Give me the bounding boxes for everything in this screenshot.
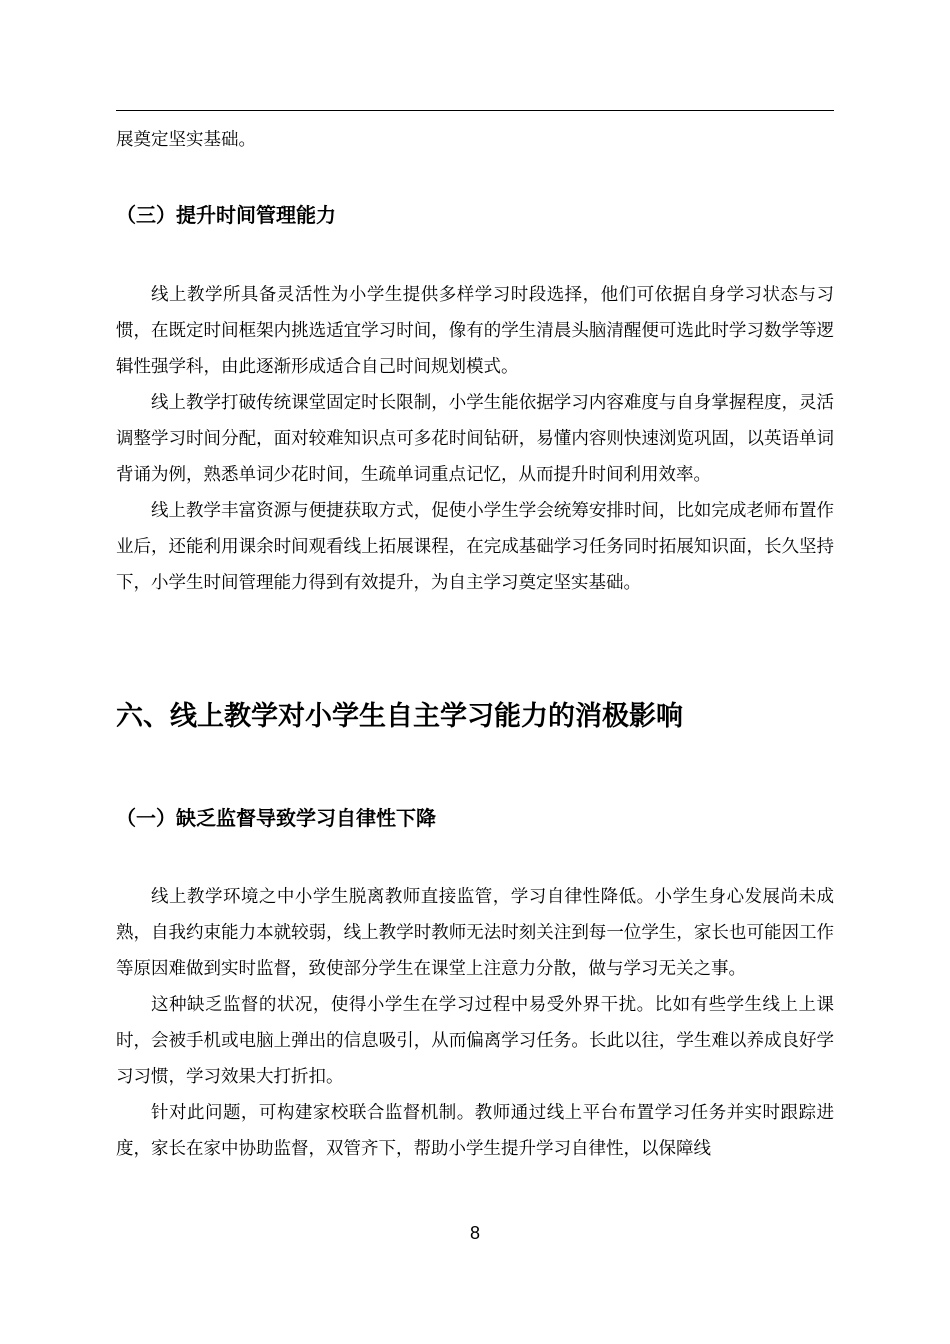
- header-rule: [116, 110, 834, 111]
- section-heading-6: 六、线上教学对小学生自主学习能力的消极影响: [116, 701, 683, 732]
- paragraph: 这种缺乏监督的状况，使得小学生在学习过程中易受外界干扰。比如有些学生线上上课时，会被手机或电脑上弹出的信息吸引，从而偏离学习任务。长此以往，学生难以养成良好学习习惯，学习效果大打折扣。: [116, 995, 834, 1087]
- subsection-1-body: [116, 879, 834, 1167]
- paragraph: 线上教学环境之中小学生脱离教师直接监管，学习自律性降低。小学生身心发展尚未成熟，自我约束能力本就较弱，线上教学时教师无法时刻关注到每一位学生，家长也可能因工作等原因难做到实时监督，致使部分学生在课堂上注意力分散，做与学习无关之事。: [116, 887, 834, 979]
- page-number: 8: [469, 1223, 480, 1243]
- continued-paragraph: 展奠定坚实基础。: [116, 130, 256, 150]
- subsection-heading-3: （三）提升时间管理能力: [116, 203, 336, 227]
- paragraph: 线上教学丰富资源与便捷获取方式，促使小学生学会统筹安排时间，比如完成老师布置作业后，还能利用课余时间观看线上拓展课程，在完成基础学习任务同时拓展知识面，长久坚持下，小学生时间管理能力得到有效提升，为自主学习奠定坚实基础。: [116, 501, 834, 593]
- continued-text-block: [116, 122, 834, 158]
- paragraph: 线上教学打破传统课堂固定时长限制，小学生能依据学习内容难度与自身掌握程度，灵活调整学习时间分配，面对较难知识点可多花时间钻研，易懂内容则快速浏览巩固，以英语单词背诵为例，熟悉单词少花时间，生疏单词重点记忆，从而提升时间利用效率。: [116, 393, 834, 485]
- paragraph: 线上教学所具备灵活性为小学生提供多样学习时段选择，他们可依据自身学习状态与习惯，在既定时间框架内挑选适宜学习时间，像有的学生清晨头脑清醒便可选此时学习数学等逻辑性强学科，由此逐渐形成适合自己时间规划模式。: [116, 285, 834, 377]
- subsection-3-body: [116, 277, 834, 601]
- paragraph: 针对此问题，可构建家校联合监督机制。教师通过线上平台布置学习任务并实时跟踪进度，家长在家中协助监督，双管齐下，帮助小学生提升学习自律性，以保障线: [116, 1103, 834, 1159]
- subsection-heading-1: （一）缺乏监督导致学习自律性下降: [116, 806, 436, 830]
